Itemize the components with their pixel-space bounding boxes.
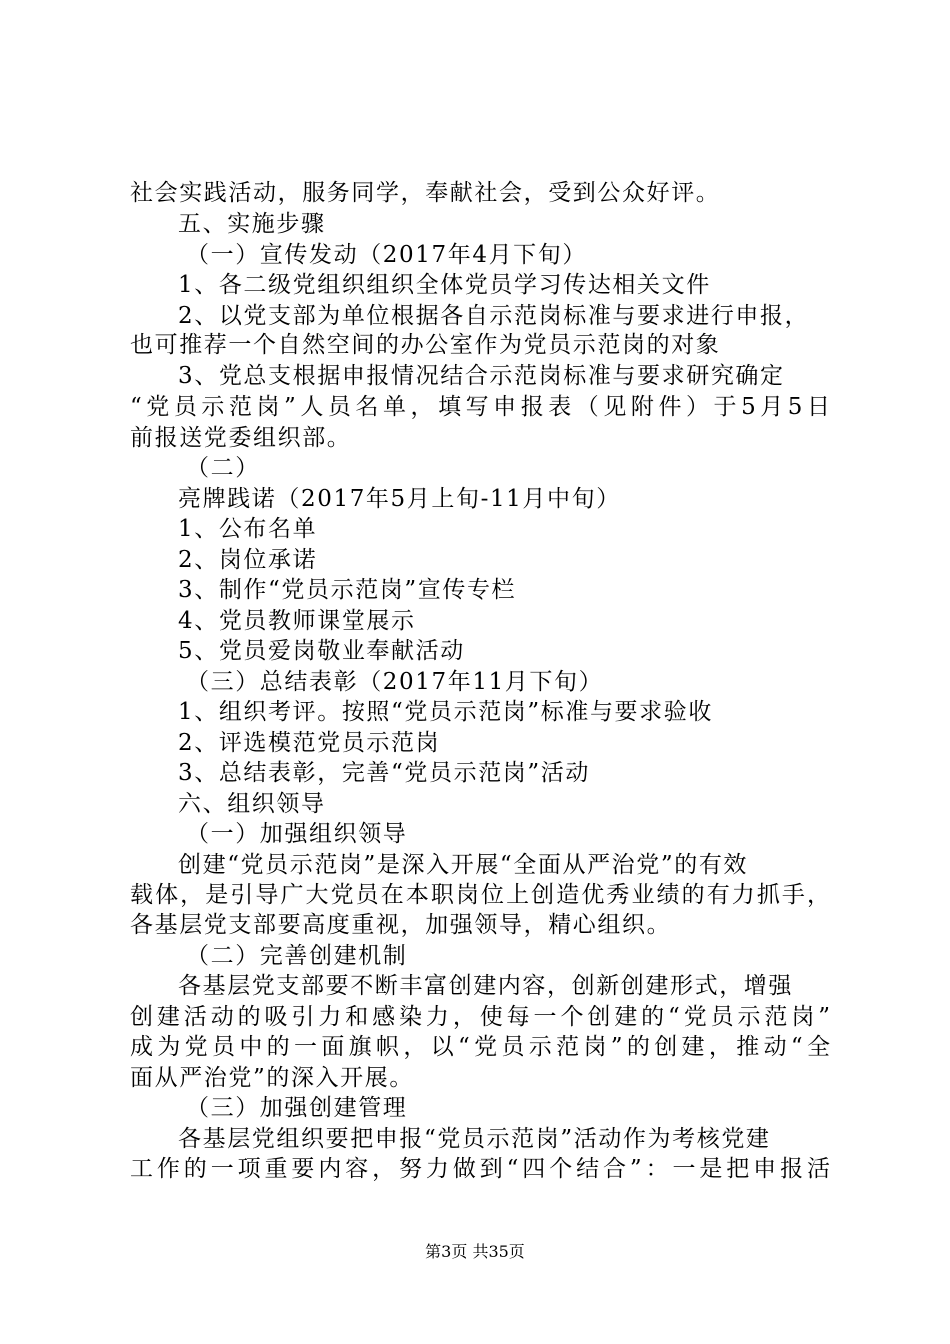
text-line: 载体，是引导广大党员在本职岗位上创造优秀业绩的有力抓手，: [130, 882, 830, 908]
text-line: “党员示范岗”人员名单，填写申报表（见附件）于5月5日: [130, 394, 830, 420]
subsection-heading: （二）完善创建机制: [186, 943, 408, 969]
list-item: 1、公布名单: [178, 516, 318, 542]
text-line: 社会实践活动，服务同学，奉献社会，受到公众好评。: [130, 180, 721, 206]
page-footer: 第3页 共35页: [425, 1242, 525, 1261]
text-line: 各基层党组织要把申报“党员示范岗”活动作为考核党建: [178, 1126, 771, 1152]
list-item: 2、岗位承诺: [178, 547, 318, 573]
text-line: 亮牌践诺（2017年5月上旬-11月中旬）: [178, 486, 621, 512]
list-item: 3、总结表彰，完善“党员示范岗”活动: [178, 760, 590, 786]
subsection-heading: （二）: [186, 455, 260, 481]
list-item: 4、党员教师课堂展示: [178, 608, 416, 634]
list-item: 2、评选模范党员示范岗: [178, 730, 441, 756]
section-heading: 五、实施步骤: [178, 211, 326, 237]
text-line: 成为党员中的一面旗帜，以“党员示范岗”的创建，推动“全: [130, 1034, 830, 1060]
list-item: 5、党员爱岗敬业奉献活动: [178, 638, 465, 664]
list-item: 1、组织考评。按照“党员示范岗”标准与要求验收: [178, 699, 713, 725]
text-line: 前报送党委组织部。: [130, 425, 352, 451]
text-line: 面从严治党”的深入开展。: [130, 1065, 414, 1091]
subsection-heading: （三）加强创建管理: [186, 1095, 408, 1121]
text-line: 各基层党支部要高度重视，加强领导，精心组织。: [130, 912, 672, 938]
list-item: 3、制作“党员示范岗”宣传专栏: [178, 577, 517, 603]
text-line: 1、各二级党组织组织全体党员学习传达相关文件: [178, 272, 711, 298]
text-line: 各基层党支部要不断丰富创建内容，创新创建形式，增强: [178, 973, 793, 999]
section-heading: 六、组织领导: [178, 791, 326, 817]
text-line: 3、党总支根据申报情况结合示范岗标准与要求研究确定: [178, 363, 785, 389]
text-line: 工作的一项重要内容，努力做到“四个结合”：一是把申报活: [130, 1156, 830, 1182]
text-line: 2、以党支部为单位根据各自示范岗标准与要求进行申报，: [178, 303, 810, 329]
subsection-heading: （三）总结表彰（2017年11月下旬）: [186, 669, 604, 695]
subsection-heading: （一）宣传发动（2017年4月下旬）: [186, 242, 587, 268]
text-line: 创建活动的吸引力和感染力，使每一个创建的“党员示范岗”: [130, 1004, 830, 1030]
text-line: 创建“党员示范岗”是深入开展“全面从严治党”的有效: [178, 852, 749, 878]
subsection-heading: （一）加强组织领导: [186, 821, 408, 847]
text-line: 也可推荐一个自然空间的办公室作为党员示范岗的对象: [130, 332, 721, 358]
